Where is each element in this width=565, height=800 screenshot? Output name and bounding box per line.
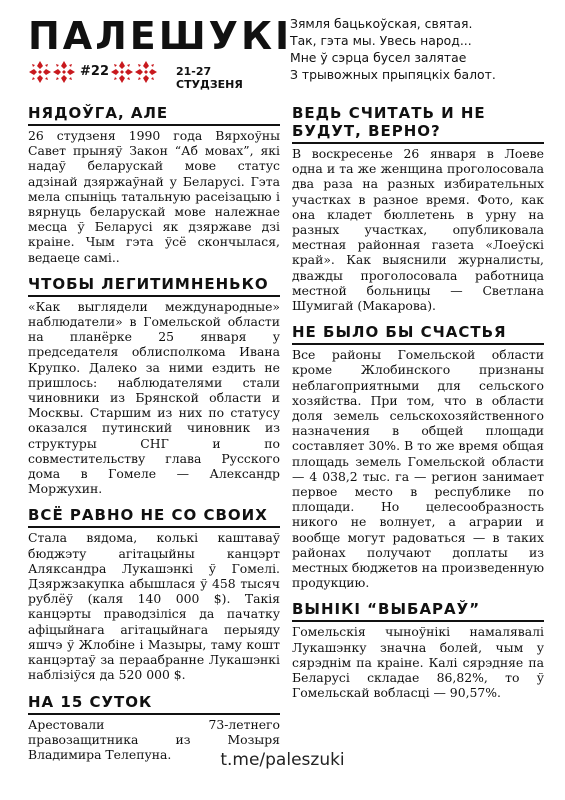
ornament-row bbox=[28, 60, 278, 91]
poem-line: Так, гэта мы. Увесь народ... bbox=[290, 33, 472, 48]
article bbox=[28, 100, 280, 265]
red-ornament-icon bbox=[110, 60, 134, 84]
poem-line: Зямля бацькоўская, святая. bbox=[290, 16, 473, 31]
article-headline: ВЕДЬ СЧИТАТЬ И НЕ БУДУТ, ВЕРНО? bbox=[292, 100, 544, 144]
article-body: Гомельскія чыноўнікі намалявалі Лукашэнку значна болей, чым у сярэднім па краіне. Калі сярэдняе па Беларусі складае 86,82%, то ў Гомельскай вобласці — 90,57%. bbox=[292, 624, 544, 701]
article bbox=[28, 502, 280, 682]
article-body: 26 студзеня 1990 года Вярхоўны Савет прыняў Закон “Аб мовах”, які надаў беларускай мове статус адзінай дзяржаўнай у Беларусі. Гэта мела спыніць татальную расеізацыю і вярнуць беларускай мове належнае месца ў Беларусі як дзяржаве дзі краіне. Чым гэта ўсё скончылася, ведаеце самі.. bbox=[28, 128, 280, 265]
red-ornament-icon bbox=[52, 60, 76, 84]
issue-number: #22 bbox=[80, 64, 109, 79]
article bbox=[292, 100, 544, 313]
poem-line: З трывожных прыпяцкіх балот. bbox=[290, 67, 496, 82]
article bbox=[292, 596, 544, 700]
masthead bbox=[28, 14, 293, 91]
left-column bbox=[28, 100, 280, 768]
poem bbox=[290, 15, 560, 83]
article-body: Стала вядома, колькі каштаваў бюджэту агітацыйны канцэрт Аляксандра Лукашэнкі ў Гомелі. Дзяржзакупка абышлася ў 458 тысяч рублёў (каля 140 000 $). Такія канцэрты праводзіліся да пачатку афіцыйнага агітацыйнага перыяду яшчэ ў Жлобіне і Мазыры, таму кошт канцэртаў за пераабранне Лукашэнкі наблізіўся да 520 000 $. bbox=[28, 530, 280, 683]
article-body: В воскресенье 26 января в Лоеве одна и та же женщина проголосовала два раза на разных избирательных участках в разное время. Фото, как она кладет бюллетень в урну на разных участках, опубликовала местная районная газета «Лоеўскі край». Как выяснили журналисты, дважды проголосовала работница местной больницы — Светлана Шумигай (Макарова). bbox=[292, 146, 544, 314]
article-headline: НЯДОЎГА, АЛЕ bbox=[28, 100, 280, 126]
article bbox=[292, 319, 544, 590]
issue-dates: 21-27 СТУДЗЕНЯ bbox=[176, 65, 243, 91]
article-body: «Как выглядели международные» наблюдатели» в Гомельской области на планёрке 25 января у председателя облисполкома Ивана Крупко. Далеко за ними ездить не пришлось: наблюдателями стали чиновники из Брянской области и Москвы. Старшим из них по статусу оказался путинский чиновник из структуры СНГ и по совместительству глава Русского дома в Гомеле — Александр Моржухин. bbox=[28, 298, 280, 497]
article-headline: НА 15 СУТОК bbox=[28, 689, 280, 715]
article-headline: ЧТОБЫ ЛЕГИТИМНЕНЬКО bbox=[28, 271, 280, 297]
red-ornament-icon bbox=[28, 60, 52, 84]
right-column bbox=[292, 100, 544, 707]
telegram-link[interactable]: t.me/paleszuki bbox=[220, 750, 345, 770]
article-headline: НЕ БЫЛО БЫ СЧАСТЬЯ bbox=[292, 319, 544, 345]
article bbox=[28, 271, 280, 497]
newspaper-title: ПАЛЕШУКІ bbox=[28, 14, 293, 58]
article-headline: ВЫНІКІ “ВЫБАРАЎ” bbox=[292, 596, 544, 622]
article-headline: ВСЁ РАВНО НЕ СО СВОИХ bbox=[28, 502, 280, 528]
red-ornament-icon bbox=[134, 60, 158, 84]
article-body: Арестовали 73-летнего правозащитника из Мозыря Владимира Телепуна. bbox=[28, 716, 280, 762]
article-body: Все районы Гомельской области кроме Жлобинского признаны неблагоприятными для сельского хозяйства. При том, что в области доля земель сельскохозяйственного назначения в общей площади составляет 30%. В то же время общая площадь земель Гомельской области — 4 038,2 тыс. га — регион занимает первое место в республике по площади. Но целесообразность никого не волнует, а аграрии и вообще могут радоваться — в таких районах получают доплаты из местных бюджетов на произведенную продукцию. bbox=[292, 347, 544, 591]
poem-line: Мне ў сэрца бусел залятае bbox=[290, 50, 467, 65]
